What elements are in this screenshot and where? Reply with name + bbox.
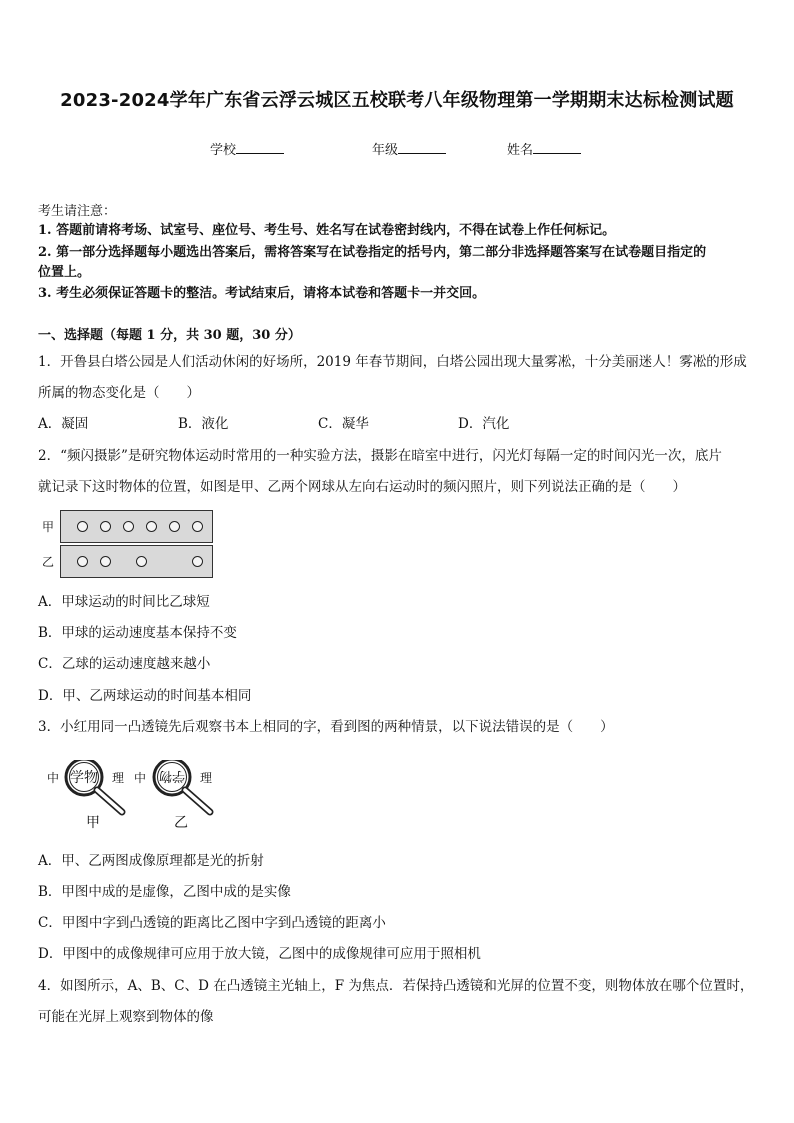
ball-icon [192,556,203,567]
grade-blank [398,141,446,154]
caption-a: 甲 [86,815,100,831]
question-3-option-b: B．甲图中成的是虚像，乙图中成的是实像 [38,884,291,900]
ball-icon [192,521,203,532]
option-b: B．液化 [178,416,229,432]
name-blank [533,141,581,154]
grade-field [372,139,446,158]
question-2-option-c: C．乙球的运动速度越来越小 [38,656,211,672]
ball-icon [123,521,134,532]
scene-a-right-char: 理 [112,771,125,785]
caption-b: 乙 [174,815,188,831]
note-item: 位置上。 [38,265,91,280]
school-label: 学校 [210,143,237,158]
note-item: 3. 考生必须保证答题卡的整洁。考试结束后，请将本试卷和答题卡一并交回。 [38,286,486,301]
option-a: A．凝固 [38,416,89,432]
question-2-option-b: B．甲球的运动速度基本保持不变 [38,625,237,641]
strip-label-b: 乙 [42,555,55,569]
question-1-text: 1．开鲁县白塔公园是人们活动休闲的好场所，2019 年春节期间，白塔公园出现大量雾凇，十分美丽迷人！雾凇的形成 [38,354,747,370]
question-3-text: 3．小红用同一凸透镜先后观察书本上相同的字，看到图的两种情景，以下说法错误的是（ ） [38,719,614,735]
magnifier-figure [44,760,224,830]
name-label: 姓名 [507,143,534,158]
name-field [507,139,581,158]
section-heading: 一、选择题（每题 1 分，共 30 题，30 分） [38,328,301,343]
school-blank [236,141,284,154]
strip-label-a: 甲 [42,520,55,534]
school-field [210,139,284,158]
scene-b-left-char: 中 [134,771,147,785]
ball-icon [77,521,88,532]
question-3-option-c: C．甲图中字到凸透镜的距离比乙图中字到凸透镜的距离小 [38,915,386,931]
magnifier-icon [66,760,125,812]
ball-icon [100,521,111,532]
question-1-options [38,414,598,434]
question-2-text-cont: 就记录下这时物体的位置，如图是甲、乙两个网球从左向右运动时的频闪照片，则下列说法正确的是（ ） [38,479,686,495]
ball-icon [100,556,111,567]
notes-heading: 考生请注意： [38,204,117,219]
question-2-text: 2．“频闪摄影”是研究物体运动时常用的一种实验方法，摄影在暗室中进行，闪光灯每隔一定的时间闪光一次，底片 [38,448,722,464]
ball-icon [169,521,180,532]
ball-icon [77,556,88,567]
question-2-option-d: D．甲、乙两球运动的时间基本相同 [38,688,252,704]
question-4-text-cont: 可能在光屏上观察到物体的像 [38,1009,214,1025]
scene-b-lens-text: 学物 [158,768,186,783]
strobe-strip-a [60,510,213,543]
note-item: 1. 答题前请将考场、试室号、座位号、考生号、姓名写在试卷密封线内，不得在试卷上作任何标记。 [38,223,616,238]
page-title: 2023-2024学年广东省云浮云城区五校联考八年级物理第一学期期末达标检测试题 [60,90,734,111]
scene-a-lens-text: 学物 [70,770,98,786]
note-item: 2. 第一部分选择题每小题选出答案后，需将答案写在试卷指定的括号内，第二部分非选择题答案写在试卷题目指定的 [38,245,707,260]
scene-a-left-char: 中 [47,771,60,785]
question-3-option-a: A．甲、乙两图成像原理都是光的折射 [38,853,264,869]
ball-icon [146,521,157,532]
question-1-text-cont: 所属的物态变化是（ ） [38,385,200,401]
magnifier-icon [154,760,213,812]
strobe-strip-b [60,545,213,578]
option-d: D．汽化 [458,416,510,432]
scene-b-right-char: 理 [200,771,213,785]
ball-icon [136,556,147,567]
question-3-option-d: D．甲图中的成像规律可应用于放大镜，乙图中的成像规律可应用于照相机 [38,946,481,962]
option-c: C．凝华 [318,416,369,432]
question-2-option-a: A．甲球运动的时间比乙球短 [38,594,210,610]
grade-label: 年级 [372,143,399,158]
question-4-text: 4．如图所示，A、B、C、D 在凸透镜主光轴上，F 为焦点．若保持凸透镜和光屏的位置不变，则物体放在哪个位置时， [38,978,754,994]
